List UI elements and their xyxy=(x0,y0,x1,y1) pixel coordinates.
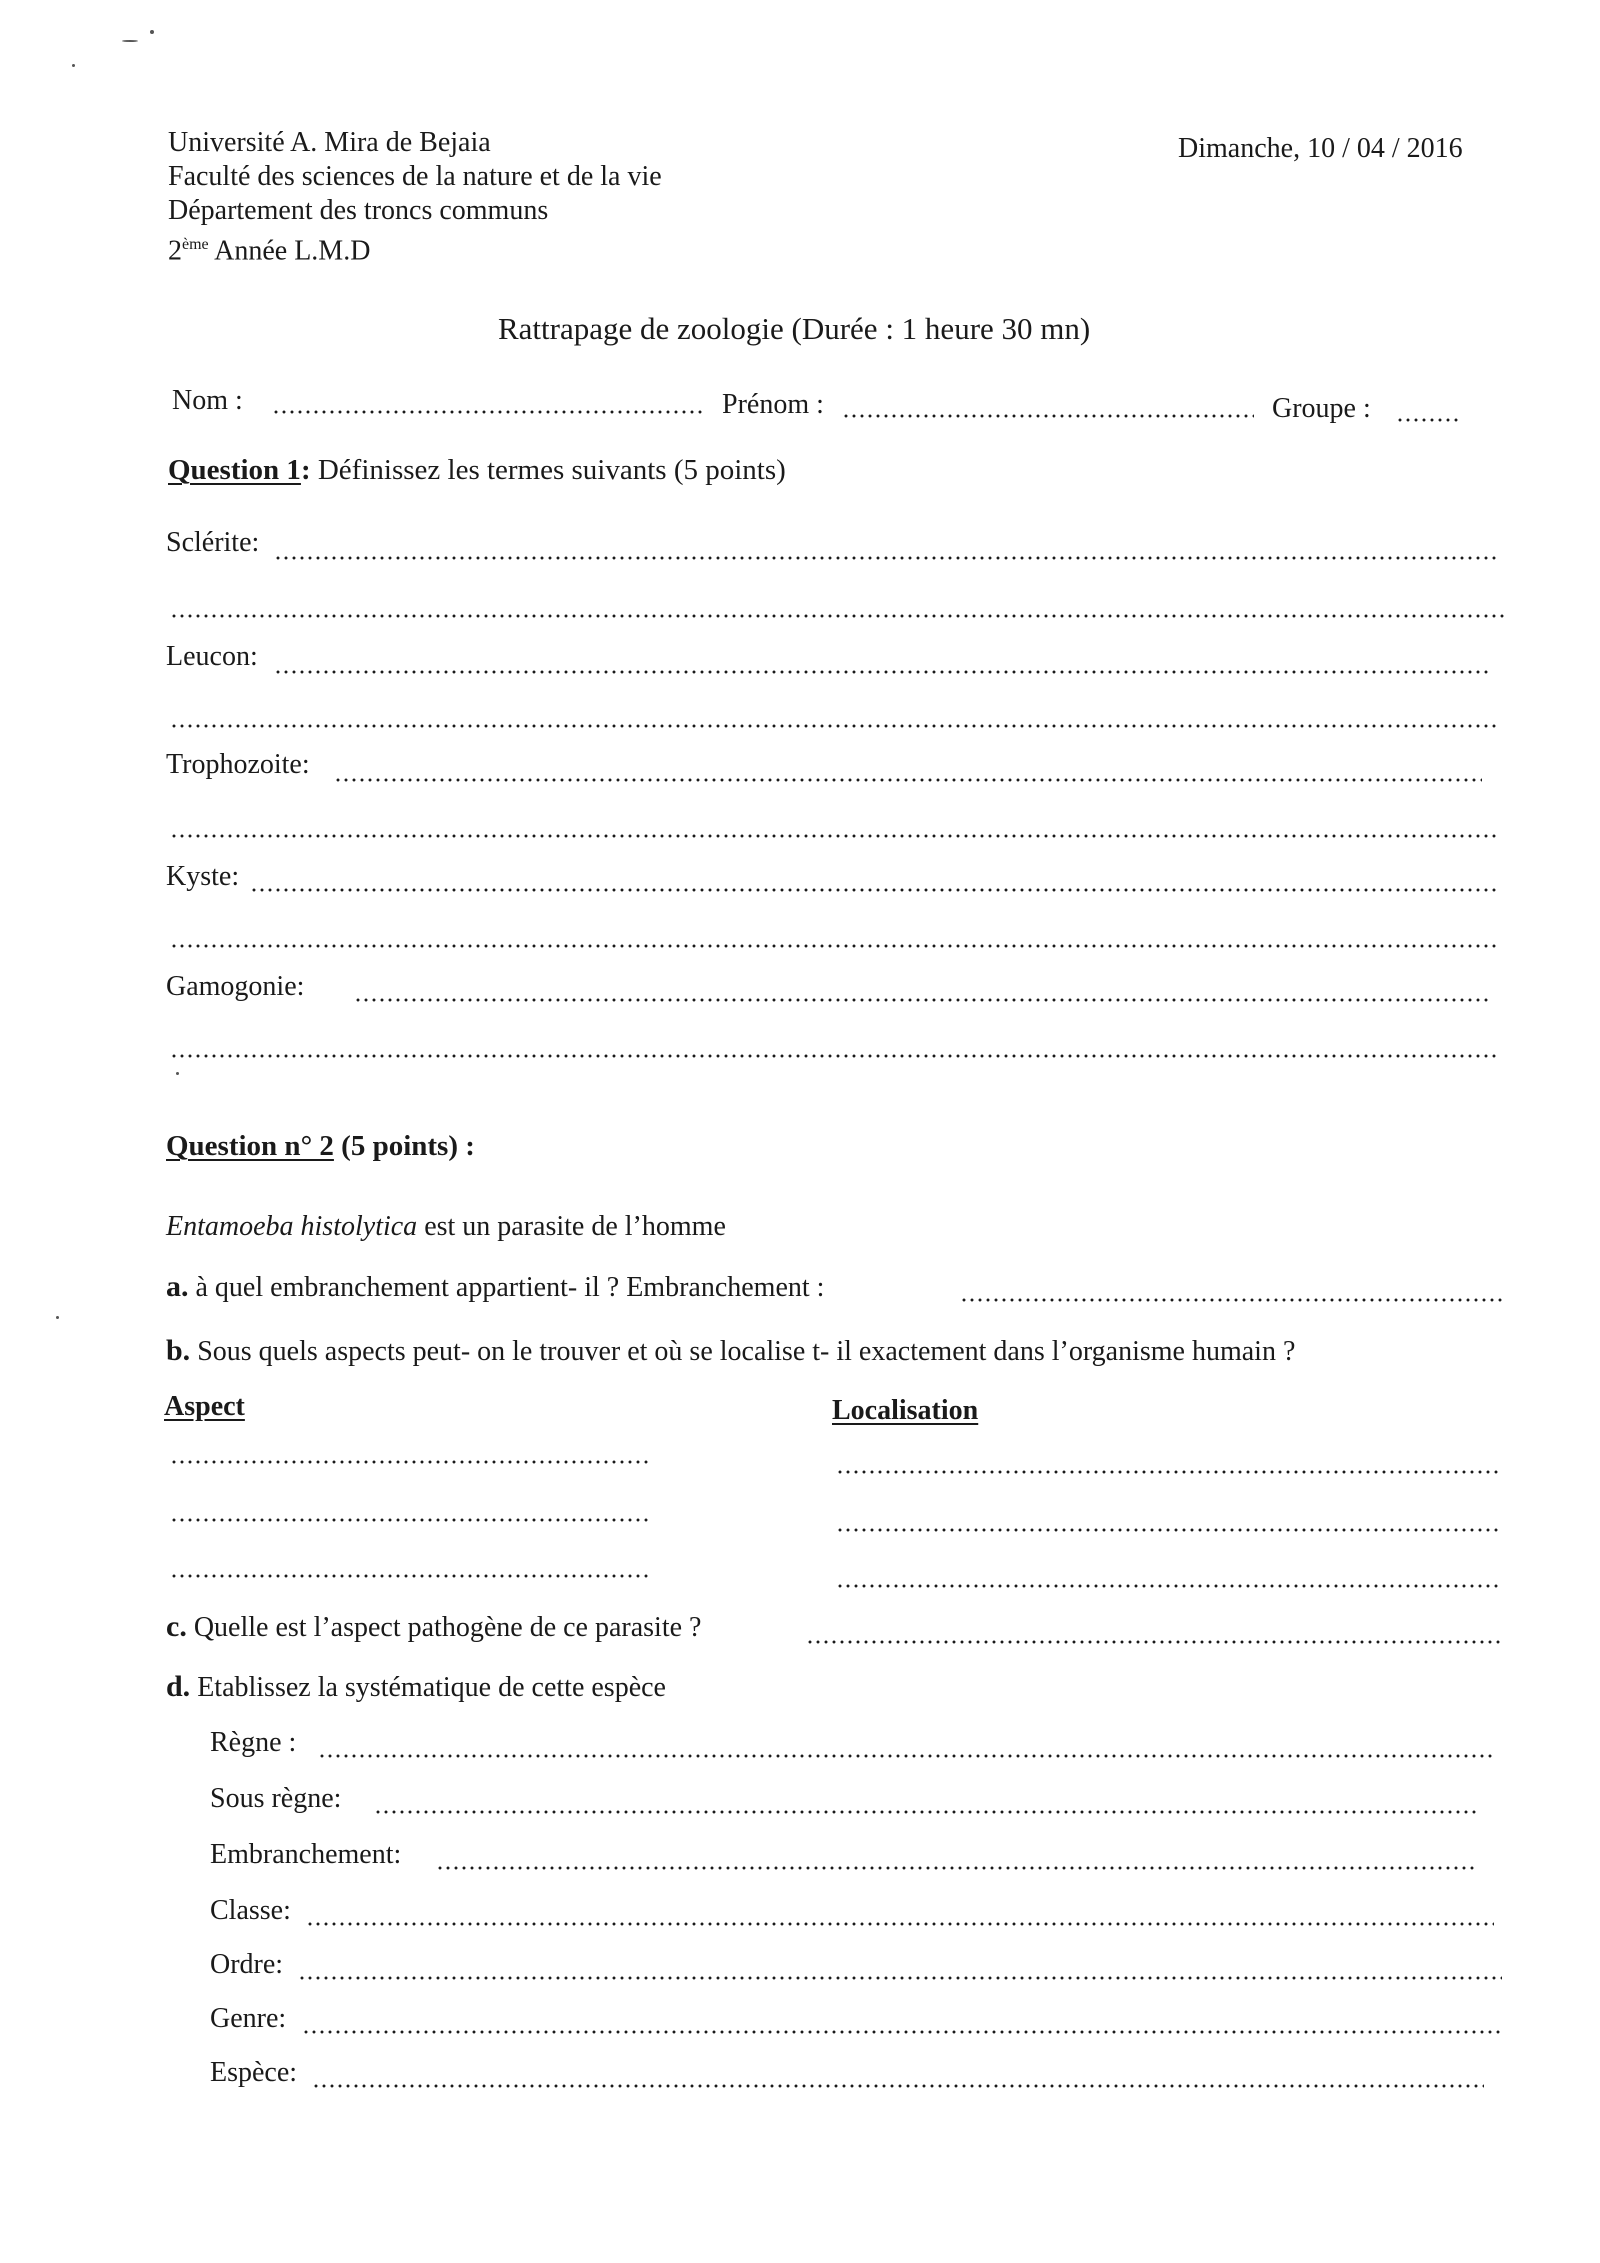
scan-mark xyxy=(122,40,138,42)
question-2a: a. à quel embranchement appartient- il ? Embranchement : xyxy=(166,1270,825,1303)
systematique-regne-label: Règne : xyxy=(210,1727,297,1758)
sous-regne-answer[interactable] xyxy=(374,1810,1478,1814)
kyste-answer-line-1[interactable] xyxy=(250,888,1500,892)
aspect-answer-line-1[interactable] xyxy=(170,1460,650,1464)
aspect-answer-line-2[interactable] xyxy=(170,1518,650,1522)
term-trophozoite: Trophozoite: xyxy=(166,749,310,780)
question-1-heading: Question 1: Définissez les termes suivants (5 points) xyxy=(168,454,786,486)
scan-mark xyxy=(72,64,75,67)
leucon-answer-line-1[interactable] xyxy=(274,670,1492,674)
prenom-label: Prénom : xyxy=(722,389,824,420)
exam-title: Rattrapage de zoologie (Durée : 1 heure 30 mn) xyxy=(498,311,1091,346)
localisation-answer-line-1[interactable] xyxy=(836,1470,1500,1474)
parasite-intro: Entamoeba histolytica est un parasite de l’homme xyxy=(166,1211,726,1242)
espece-answer[interactable] xyxy=(312,2084,1484,2088)
exam-date: Dimanche, 10 / 04 / 2016 xyxy=(1178,133,1463,164)
systematique-genre-label: Genre: xyxy=(210,2003,287,2034)
term-sclerite: Sclérite: xyxy=(166,527,260,558)
sclerite-answer-line-2[interactable] xyxy=(170,614,1506,618)
localisation-column-header: Localisation xyxy=(832,1395,979,1426)
groupe-label: Groupe : xyxy=(1272,393,1371,424)
university-name: Université A. Mira de Bejaia xyxy=(168,127,491,158)
gamogonie-answer-line-2[interactable] xyxy=(170,1054,1496,1058)
systematique-embranchement-label: Embranchement: xyxy=(210,1839,402,1870)
systematique-sous-regne-label: Sous règne: xyxy=(210,1783,342,1814)
leucon-answer-line-2[interactable] xyxy=(170,724,1496,728)
classe-answer[interactable] xyxy=(306,1922,1494,1926)
nom-field[interactable] xyxy=(272,410,702,414)
pathogenic-aspect-answer[interactable] xyxy=(806,1640,1500,1644)
scan-mark xyxy=(150,30,154,34)
term-leucon: Leucon: xyxy=(166,641,258,672)
embranchement-systematique-answer[interactable] xyxy=(436,1866,1476,1870)
scan-mark xyxy=(176,1072,179,1075)
year-level: 2ème Année L.M.D xyxy=(168,235,371,267)
systematique-classe-label: Classe: xyxy=(210,1895,291,1926)
systematique-ordre-label: Ordre: xyxy=(210,1949,284,1980)
term-kyste: Kyste: xyxy=(166,861,240,892)
regne-answer[interactable] xyxy=(318,1754,1494,1758)
localisation-answer-line-2[interactable] xyxy=(836,1528,1500,1532)
question-2-heading: Question n° 2 (5 points) : xyxy=(166,1130,475,1162)
kyste-answer-line-2[interactable] xyxy=(170,944,1496,948)
scan-mark xyxy=(56,1316,59,1319)
aspect-column-header: Aspect xyxy=(164,1391,245,1422)
trophozoite-answer-line-1[interactable] xyxy=(334,778,1482,782)
aspect-answer-line-3[interactable] xyxy=(170,1574,650,1578)
prenom-field[interactable] xyxy=(842,414,1254,418)
sclerite-answer-line-1[interactable] xyxy=(274,556,1500,560)
genre-answer[interactable] xyxy=(302,2030,1504,2034)
groupe-field[interactable] xyxy=(1396,418,1460,422)
nom-label: Nom : xyxy=(172,385,243,416)
ordre-answer[interactable] xyxy=(298,1976,1502,1980)
question-2b: b. Sous quels aspects peut- on le trouver et où se localise t- il exactement dans l’organisme humain ? xyxy=(166,1334,1296,1367)
question-2d: d. Etablissez la systématique de cette espèce xyxy=(166,1670,666,1703)
faculty-name: Faculté des sciences de la nature et de la vie xyxy=(168,161,662,192)
systematique-espece-label: Espèce: xyxy=(210,2057,298,2088)
term-gamogonie: Gamogonie: xyxy=(166,971,305,1002)
gamogonie-answer-line-1[interactable] xyxy=(354,998,1492,1002)
trophozoite-answer-line-2[interactable] xyxy=(170,834,1496,838)
question-2c: c. Quelle est l’aspect pathogène de ce parasite ? xyxy=(166,1610,702,1643)
localisation-answer-line-3[interactable] xyxy=(836,1584,1500,1588)
embranchement-answer[interactable] xyxy=(960,1298,1506,1302)
department-name: Département des troncs communs xyxy=(168,195,549,226)
